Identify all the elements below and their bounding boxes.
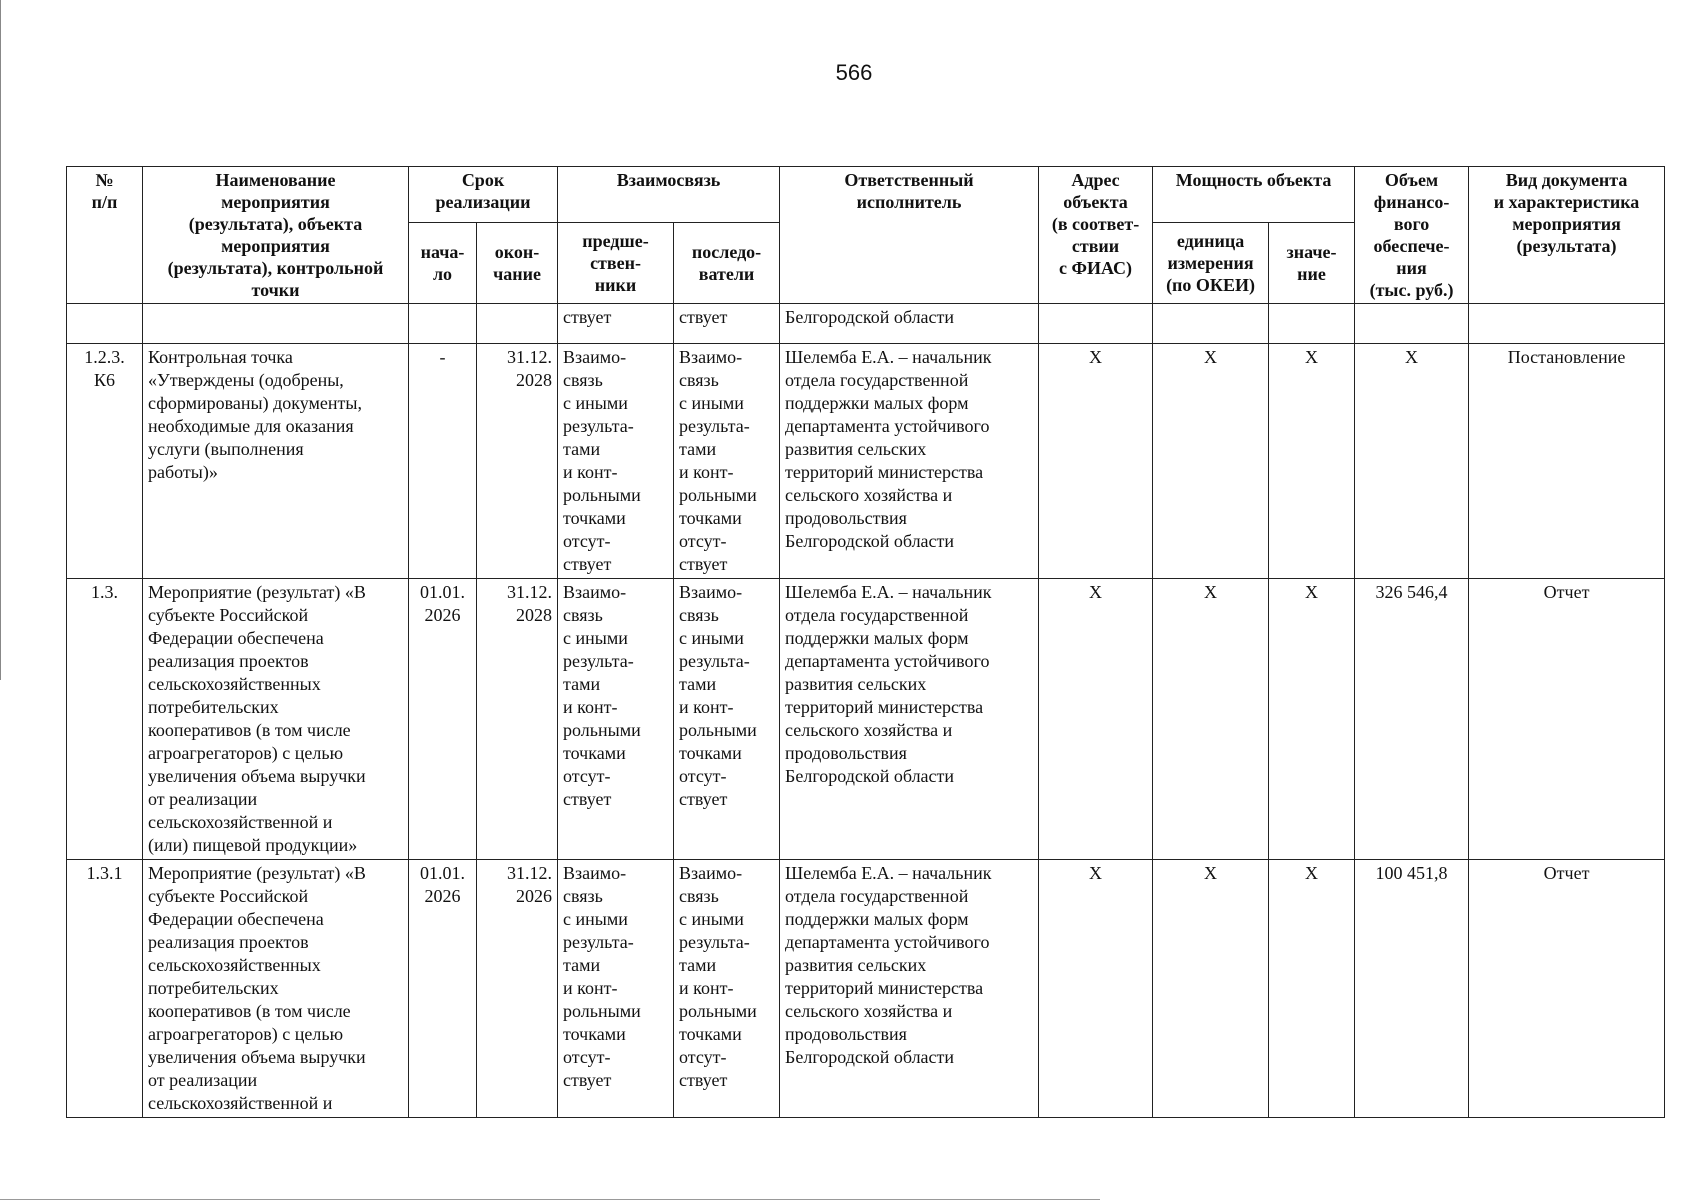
header-term-start: нача- ло	[409, 222, 477, 303]
cell-prev: ствует	[558, 304, 674, 344]
cell-empty	[1355, 304, 1469, 344]
header-term: Срок реализации	[409, 167, 558, 223]
header-doc-type: Вид документа и характеристика мероприятия (результата)	[1469, 167, 1665, 304]
table-row	[67, 579, 1665, 860]
cell-next: Взаимо- связь с иными результа- тами и конт- рольными точками отсут- ствует	[674, 860, 780, 1118]
continuation-row	[67, 304, 1665, 344]
cell-next: Взаимо- связь с иными результа- тами и конт- рольными точками отсут- ствует	[674, 344, 780, 579]
cell-finance: 326 546,4	[1355, 579, 1469, 860]
header-name: Наименование мероприятия (результата), объекта мероприятия (результата), контрольной точки	[143, 167, 409, 304]
cell-doc: Постановление	[1469, 344, 1665, 579]
header-capacity-unit: единица измерения (по ОКЕИ)	[1153, 222, 1269, 303]
cell-empty	[1469, 304, 1665, 344]
cell-name: Мероприятие (результат) «В субъекте Российской Федерации обеспечена реализация проектов сельскохозяйственных потребительских кооперативов (в том числе агроагрегаторов) с целью увеличения объема выручки от реализации сельскохозяйственной и (или) пищевой продукции»	[143, 579, 409, 860]
header-capacity: Мощность объекта	[1153, 167, 1355, 223]
cell-start: 01.01. 2026	[409, 860, 477, 1118]
cell-doc: Отчет	[1469, 860, 1665, 1118]
cell-num: 1.2.3. К6	[67, 344, 143, 579]
cell-empty	[1153, 304, 1269, 344]
header-relation: Взаимосвязь	[558, 167, 780, 223]
cell-executor: Шелемба Е.А. – начальник отдела государственной поддержки малых форм департамента устойчивого развития сельских территорий министерства сельского хозяйства и продовольствия Белгородской области	[780, 860, 1039, 1118]
header-relation-next: последо- ватели	[674, 222, 780, 303]
activities-table	[66, 166, 1665, 1118]
cell-executor: Белгородской области	[780, 304, 1039, 344]
cell-end: 31.12. 2028	[477, 344, 558, 579]
cell-value: X	[1269, 860, 1355, 1118]
cell-executor: Шелемба Е.А. – начальник отдела государственной поддержки малых форм департамента устойчивого развития сельских территорий министерства сельского хозяйства и продовольствия Белгородской области	[780, 344, 1039, 579]
cell-empty	[477, 304, 558, 344]
cell-end: 31.12. 2028	[477, 579, 558, 860]
cell-empty	[409, 304, 477, 344]
cell-next: Взаимо- связь с иными результа- тами и конт- рольными точками отсут- ствует	[674, 579, 780, 860]
cell-finance: X	[1355, 344, 1469, 579]
cell-num: 1.3.1	[67, 860, 143, 1118]
header-num: № п/п	[67, 167, 143, 304]
cell-value: X	[1269, 579, 1355, 860]
cell-start: 01.01. 2026	[409, 579, 477, 860]
cell-value: X	[1269, 344, 1355, 579]
table-row	[67, 860, 1665, 1118]
header-capacity-value: значе- ние	[1269, 222, 1355, 303]
page-number: 566	[835, 60, 873, 85]
cell-executor: Шелемба Е.А. – начальник отдела государственной поддержки малых форм департамента устойчивого развития сельских территорий министерства сельского хозяйства и продовольствия Белгородской области	[780, 579, 1039, 860]
header-relation-prev: предше- ствен- ники	[558, 222, 674, 303]
cell-start: -	[409, 344, 477, 579]
cell-next: ствует	[674, 304, 780, 344]
cell-unit: X	[1153, 860, 1269, 1118]
cell-empty	[143, 304, 409, 344]
cell-num: 1.3.	[67, 579, 143, 860]
cell-prev: Взаимо- связь с иными результа- тами и конт- рольными точками отсут- ствует	[558, 344, 674, 579]
cell-doc: Отчет	[1469, 579, 1665, 860]
cell-unit: X	[1153, 579, 1269, 860]
table-row	[67, 344, 1665, 579]
cell-end: 31.12. 2026	[477, 860, 558, 1118]
cell-address: X	[1039, 860, 1153, 1118]
cell-address: X	[1039, 579, 1153, 860]
header-address: Адрес объекта (в соответ- ствии с ФИАС)	[1039, 167, 1153, 304]
cell-prev: Взаимо- связь с иными результа- тами и конт- рольными точками отсут- ствует	[558, 579, 674, 860]
cell-prev: Взаимо- связь с иными результа- тами и конт- рольными точками отсут- ствует	[558, 860, 674, 1118]
header-finance: Объем финансо- вого обеспече- ния (тыс. руб.)	[1355, 167, 1469, 304]
cell-name: Мероприятие (результат) «В субъекте Российской Федерации обеспечена реализация проектов сельскохозяйственных потребительских кооперативов (в том числе агроагрегаторов) с целью увеличения объема выручки от реализации сельскохозяйственной и	[143, 860, 409, 1118]
cell-address: X	[1039, 344, 1153, 579]
cell-empty	[67, 304, 143, 344]
cell-empty	[1039, 304, 1153, 344]
scan-edge-line	[0, 0, 1, 680]
cell-empty	[1269, 304, 1355, 344]
header-executor: Ответственный исполнитель	[780, 167, 1039, 304]
cell-name: Контрольная точка «Утверждены (одобрены, сформированы) документы, необходимые для оказания услуги (выполнения работы)»	[143, 344, 409, 579]
header-term-end: окон- чание	[477, 222, 558, 303]
cell-unit: X	[1153, 344, 1269, 579]
header-row-top	[67, 167, 1665, 223]
cell-finance: 100 451,8	[1355, 860, 1469, 1118]
